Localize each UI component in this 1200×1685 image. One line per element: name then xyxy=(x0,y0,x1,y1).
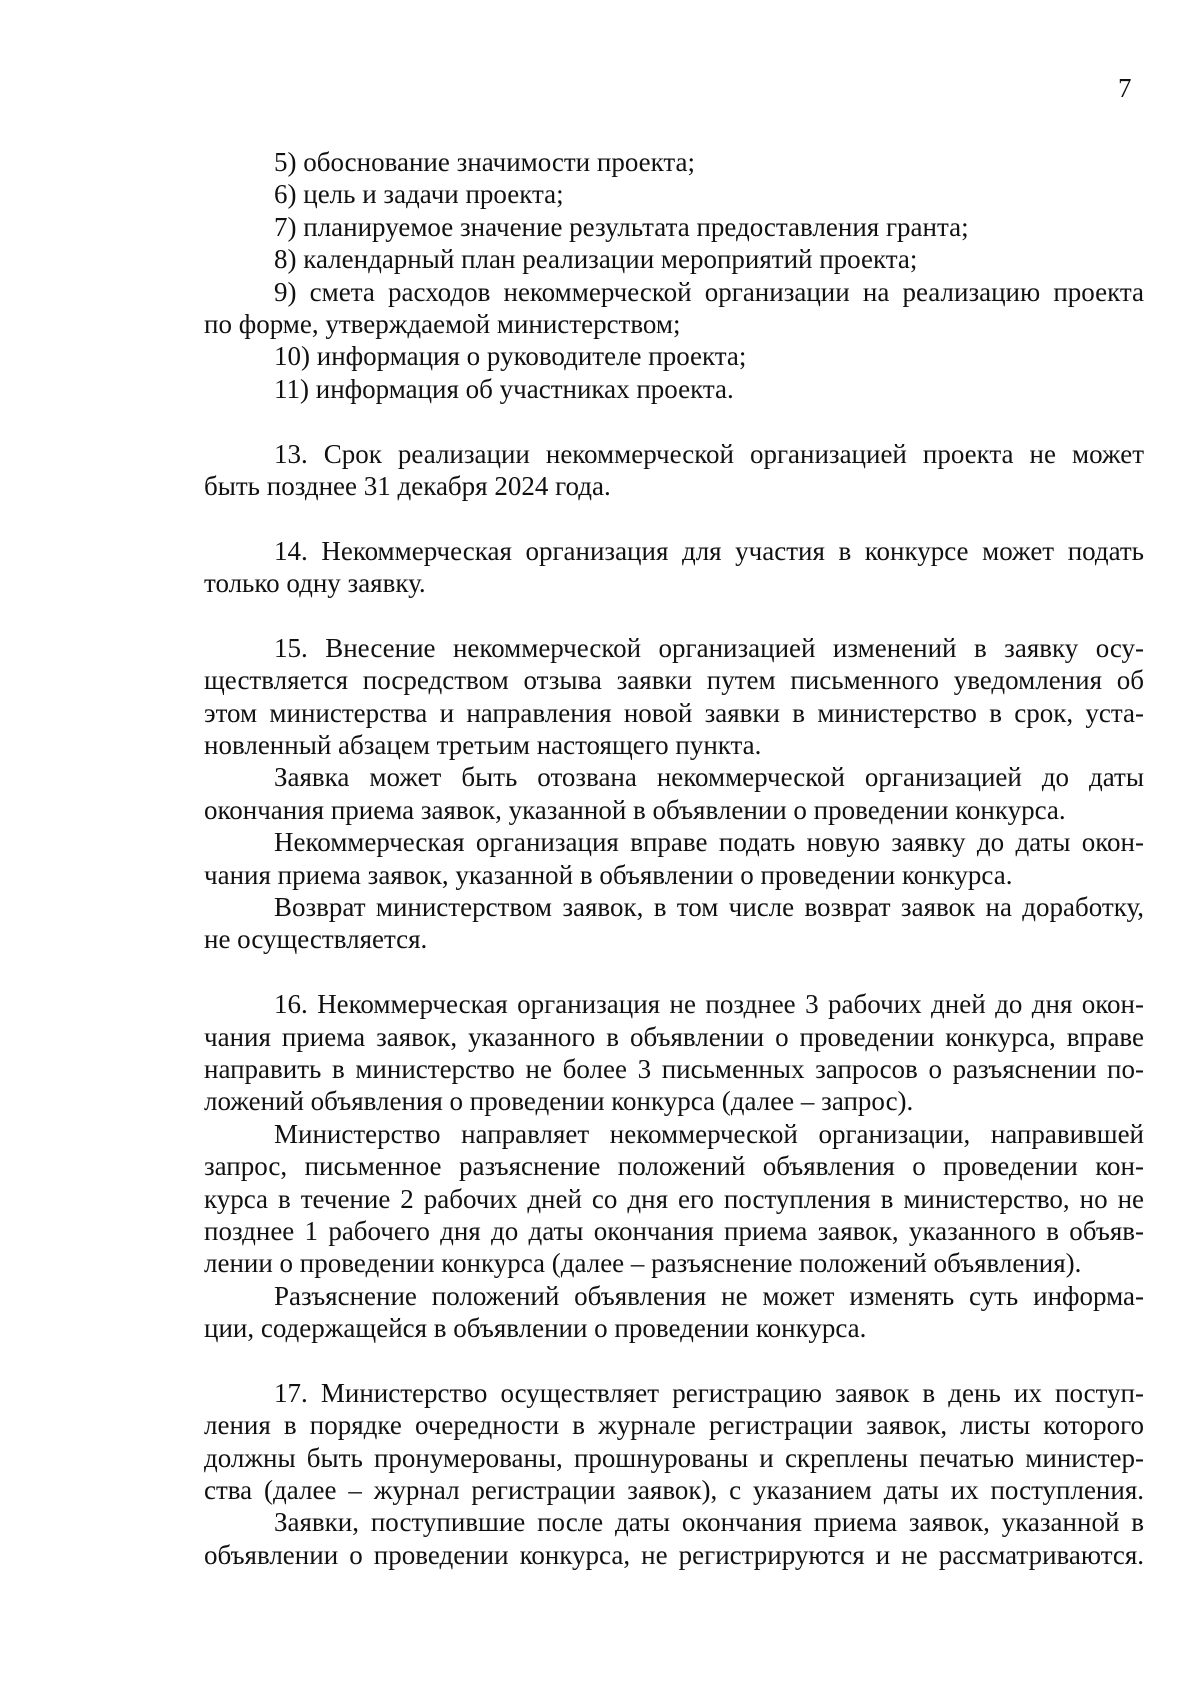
text-line: 13. Срок реализации некоммерческой организацией проекта не может xyxy=(274,438,1144,469)
text-line: объявлении о проведении конкурса, не регистрируются и не рассматриваются. xyxy=(204,1539,1144,1570)
text-line: быть позднее 31 декабря 2024 года. xyxy=(204,470,611,501)
list-item-line: 6) цель и задачи проекта; xyxy=(274,179,564,210)
list-item-line: 9) смета расходов некоммерческой организации на реализацию проекта xyxy=(274,276,1144,307)
document-body xyxy=(204,146,1144,1571)
text-line: новленный абзацем третьим настоящего пункта. xyxy=(204,730,762,761)
text-line: 17. Министерство осуществляет регистрацию заявок в день их поступ- xyxy=(274,1377,1144,1408)
list-item-line: 11) информация об участниках проекта. xyxy=(274,373,734,404)
paragraph xyxy=(204,535,1144,600)
text-line: ложений объявления о проведении конкурса (далее – запрос). xyxy=(204,1086,914,1117)
text-line: 15. Внесение некоммерческой организацией изменений в заявку осу- xyxy=(274,632,1144,663)
text-line: 14. Некоммерческая организация для участия в конкурсе может подать xyxy=(274,535,1144,566)
text-line: Разъяснение положений объявления не может изменять суть информа- xyxy=(274,1280,1144,1311)
paragraph-gap xyxy=(204,599,1144,631)
text-line: лении о проведении конкурса (далее – разъяснение положений объявления). xyxy=(204,1248,1082,1279)
list-item-line: по форме, утверждаемой министерством; xyxy=(204,308,681,339)
text-line: 16. Некоммерческая организация не позднее 3 рабочих дней до дня окон- xyxy=(274,989,1144,1020)
text-line: ществляется посредством отзыва заявки путем письменного уведомления об xyxy=(204,665,1144,696)
page-number: 7 xyxy=(1118,73,1132,103)
list-item-line: 7) планируемое значение результата предоставления гранта; xyxy=(274,211,969,242)
paragraph xyxy=(204,1377,1144,1571)
text-line: окончания приема заявок, указанной в объявлении о проведении конкурса. xyxy=(204,794,1066,825)
text-line: ции, содержащейся в объявлении о проведении конкурса. xyxy=(204,1313,867,1344)
requirements-list xyxy=(204,146,1144,405)
list-item-line: 8) календарный план реализации мероприятий проекта; xyxy=(274,244,918,275)
paragraph xyxy=(204,632,1144,956)
paragraph-gap xyxy=(204,1344,1144,1376)
text-line: этом министерства и направления новой заявки в министерство в срок, уста- xyxy=(204,697,1144,728)
text-line: Министерство направляет некоммерческой организации, направившей xyxy=(274,1118,1144,1149)
paragraph xyxy=(204,438,1144,503)
text-line: чания приема заявок, указанного в объявлении о проведении конкурса, вправе xyxy=(204,1021,1144,1052)
paragraph xyxy=(204,988,1144,1344)
paragraph-gap xyxy=(204,405,1144,437)
paragraph-gap xyxy=(204,502,1144,534)
text-line: должны быть пронумерованы, прошнурованы и скреплены печатью министер- xyxy=(204,1442,1144,1473)
text-line: ства (далее – журнал регистрации заявок), с указанием даты их поступления. xyxy=(204,1475,1144,1506)
text-line: Заявка может быть отозвана некоммерческой организацией до даты xyxy=(274,762,1144,793)
text-line: ления в порядке очередности в журнале регистрации заявок, листы которого xyxy=(204,1410,1144,1441)
paragraph-gap xyxy=(204,956,1144,988)
text-line: Возврат министерством заявок, в том числе возврат заявок на доработку, xyxy=(274,891,1144,922)
text-line: Заявки, поступившие после даты окончания приема заявок, указанной в xyxy=(274,1507,1144,1538)
text-line: направить в министерство не более 3 письменных запросов о разъяснении по- xyxy=(204,1053,1144,1084)
text-line: только одну заявку. xyxy=(204,568,426,599)
list-item-line: 5) обоснование значимости проекта; xyxy=(274,147,696,177)
text-line: Некоммерческая организация вправе подать новую заявку до даты окон- xyxy=(274,827,1144,858)
text-line: чания приема заявок, указанной в объявлении о проведении конкурса. xyxy=(204,859,1013,890)
text-line: не осуществляется. xyxy=(204,924,428,955)
text-line: позднее 1 рабочего дня до даты окончания приема заявок, указанного в объяв- xyxy=(204,1215,1144,1246)
text-line: запрос, письменное разъяснение положений объявления о проведении кон- xyxy=(204,1151,1144,1182)
text-line: курса в течение 2 рабочих дней со дня его поступления в министерство, но не xyxy=(204,1183,1144,1214)
list-item-line: 10) информация о руководителе проекта; xyxy=(274,341,747,372)
